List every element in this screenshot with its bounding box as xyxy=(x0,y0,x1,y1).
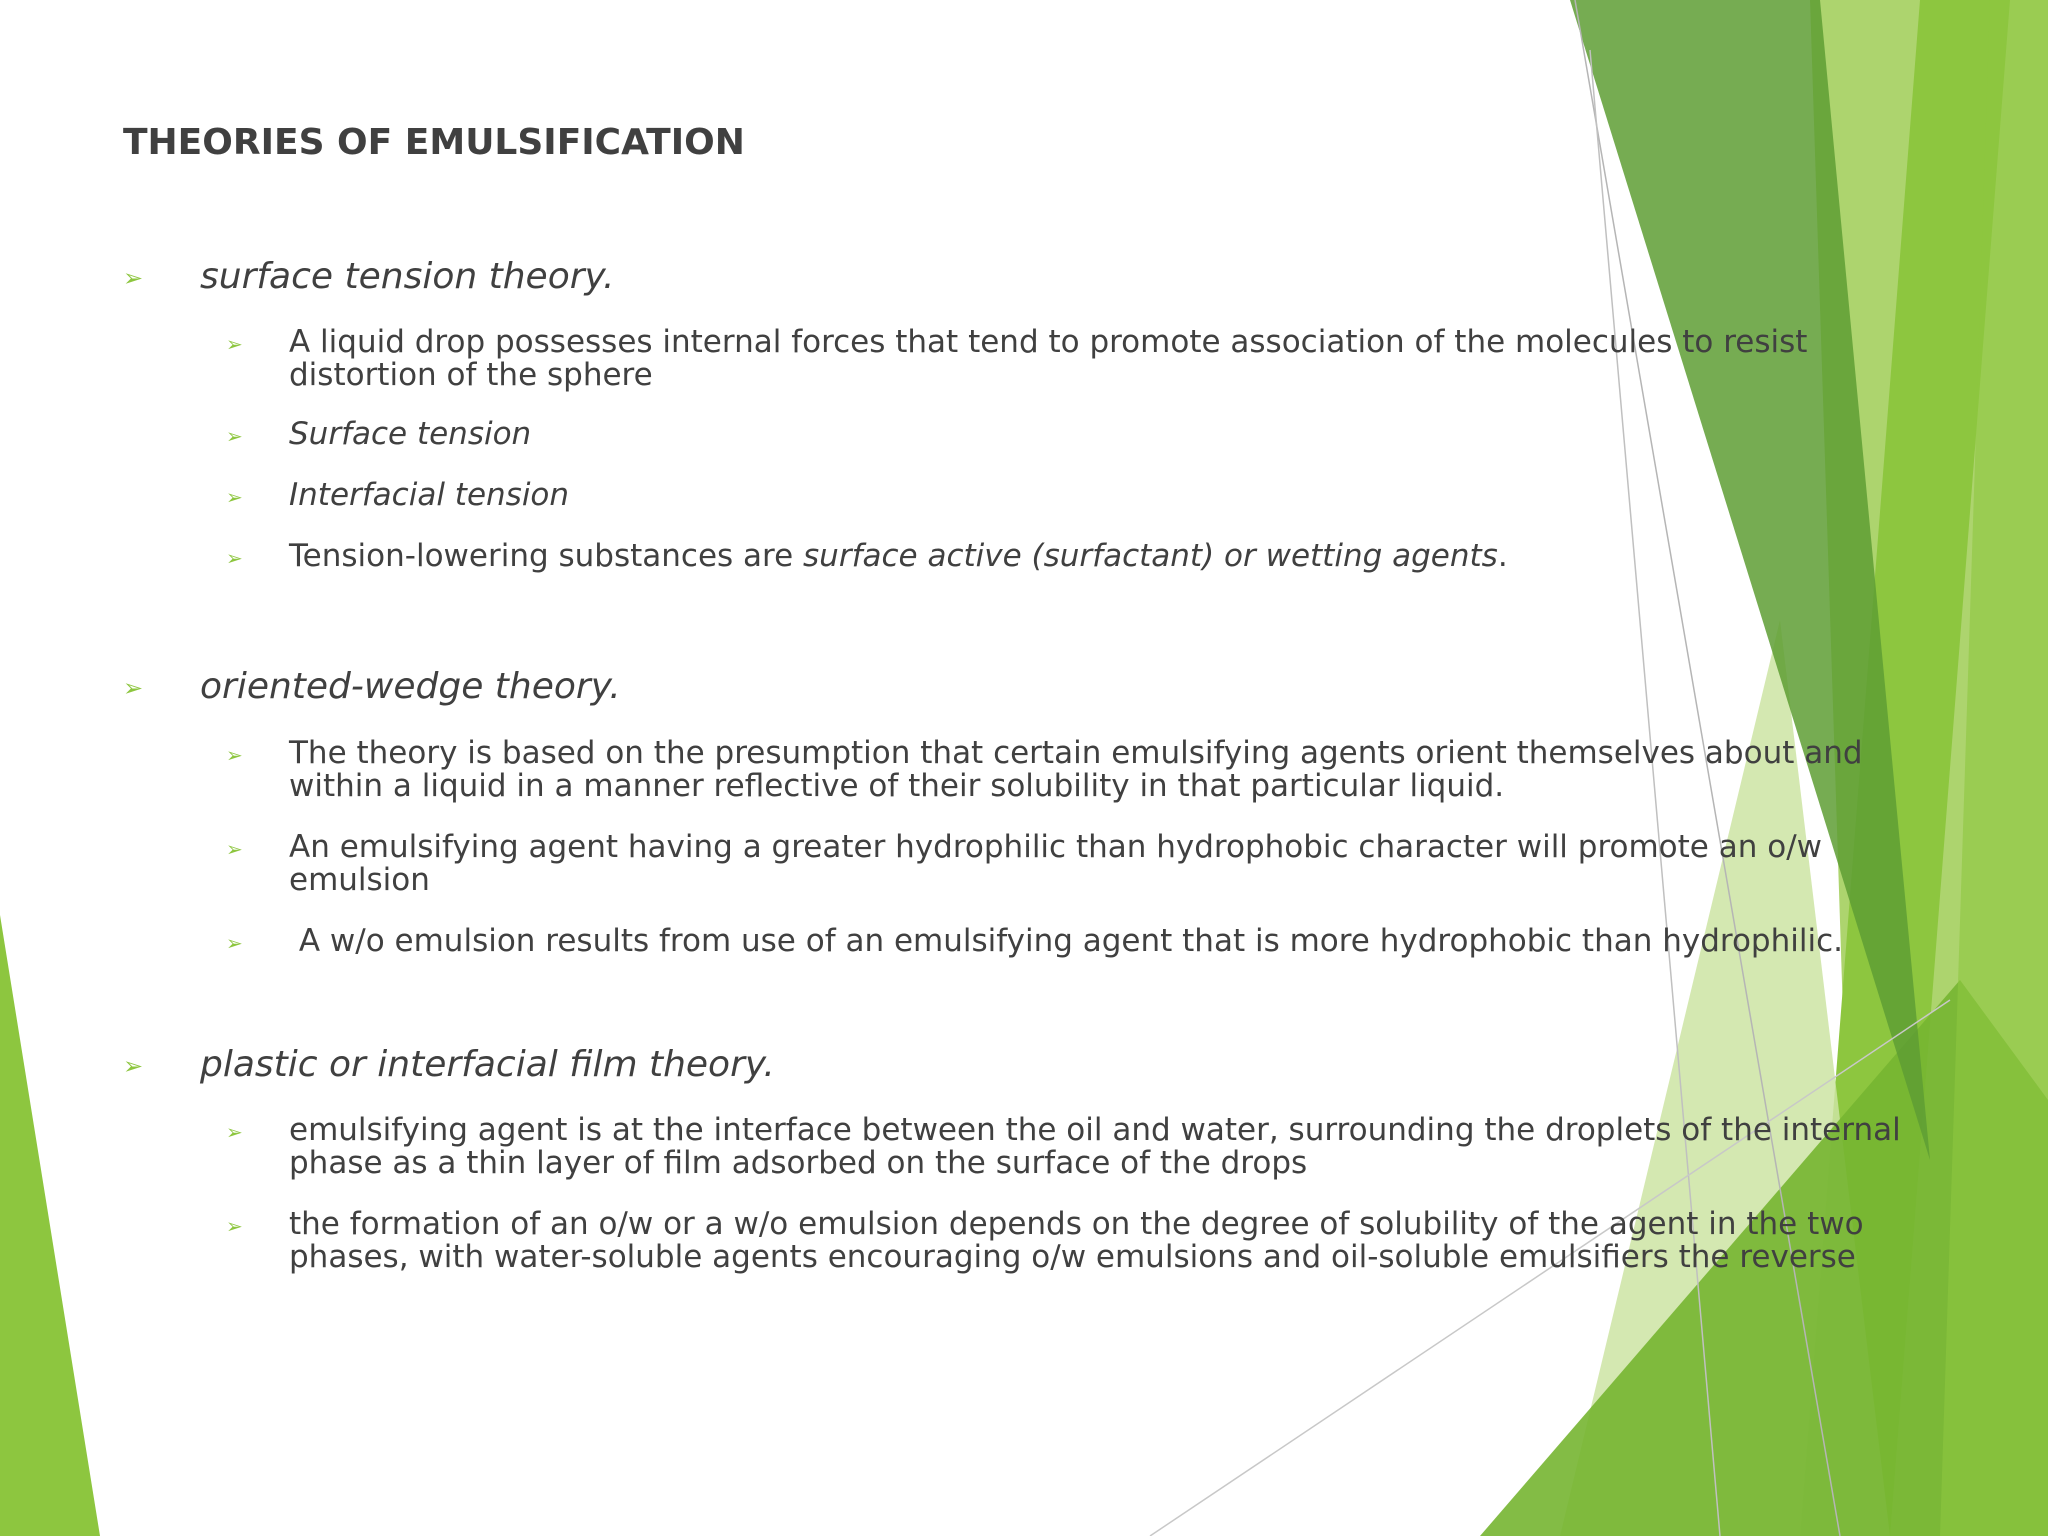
arrow-bullet-icon: ➢ xyxy=(123,264,144,292)
arrow-bullet-icon: ➢ xyxy=(226,1120,243,1144)
arrow-bullet-icon: ➢ xyxy=(123,674,144,702)
arrow-bullet-icon: ➢ xyxy=(226,332,243,356)
slide-title: THEORIES OF EMULSIFICATION xyxy=(123,122,745,163)
arrow-bullet-icon: ➢ xyxy=(226,743,243,767)
arrow-bullet-icon: ➢ xyxy=(226,485,243,509)
arrow-bullet-icon: ➢ xyxy=(226,424,243,448)
arrow-bullet-icon: ➢ xyxy=(226,1214,243,1238)
arrow-bullet-icon: ➢ xyxy=(226,546,243,570)
arrow-bullet-icon: ➢ xyxy=(226,931,243,955)
slide-content: THEORIES OF EMULSIFICATION ➢ surface tension theory. ➢ A liquid drop possesses internal forces that tend to promote association of the molecules to resist distortion of the sphere ➢ Surface tension ➢ Interfacial tension ➢ Tension-lowering substances are surface active (surfactant) or wetting agents. ➢ oriented-wedge theory. ➢ The theory is based on the presumption that certain emulsifying agents orient themselves about and within a liquid in a manner reflective of their solubility in that particular liquid. ➢ An emulsifying agent having a greater hydrophilic than hydrophobic character will promote an o/w emulsion ➢ A w/o emulsion results from use of an emulsifying agent that is more hydrophobic than hydrophilic. ➢ plastic or interfacial film theory. ➢ emulsifying agent is at the interface between the oil and water, surrounding the droplets of the internal phase as a thin layer of film adsorbed on the surface of the drops ➢ the formation of an o/w or a w/o emulsion depends on the degree of solubility of the agent in the two phases, with water-soluble agents encouraging o/w emulsions and oil-soluble emulsifiers the reverse xyxy=(123,122,1901,1275)
arrow-bullet-icon: ➢ xyxy=(123,1052,144,1080)
arrow-bullet-icon: ➢ xyxy=(226,837,243,861)
